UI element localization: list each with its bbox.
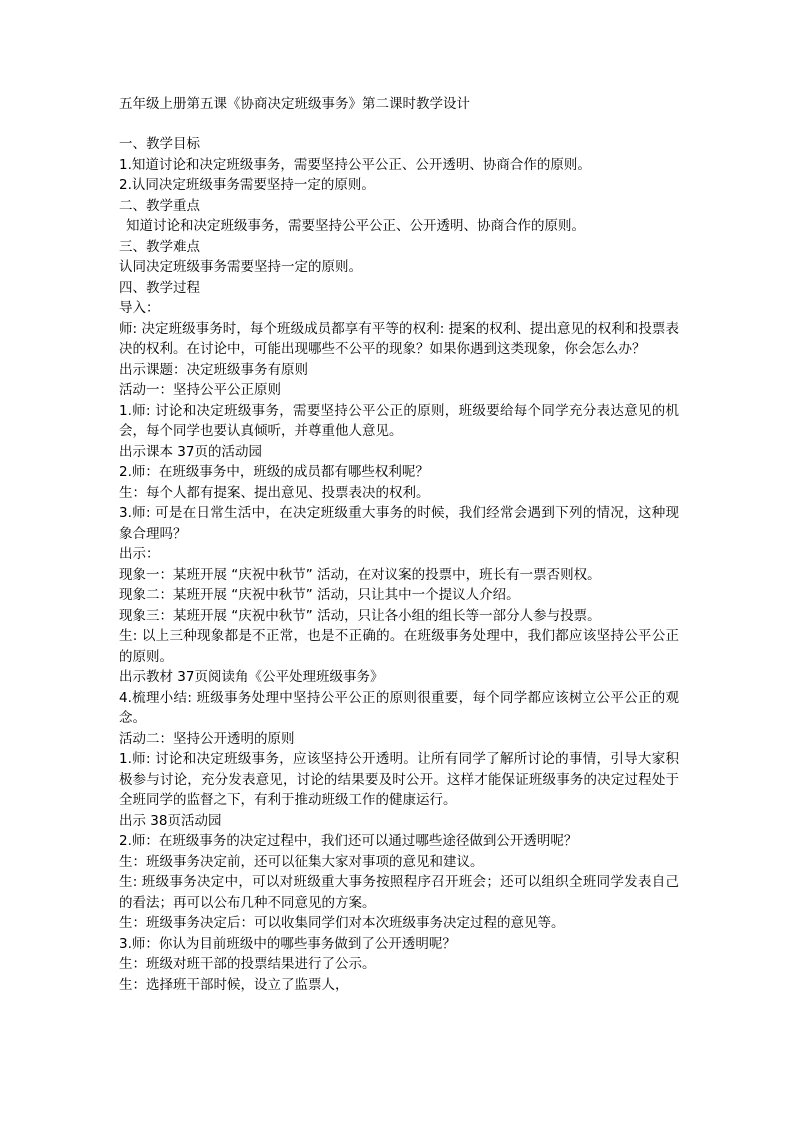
- intro-paragraph: 师: 决定班级事务时，每个班级成员都享有平等的权利: 提案的权利、提出意见的权利和投票表决的权利。在讨论中，可能出现哪些不公平的现象？如果你遇到这类现象，你会怎么办？: [119, 320, 679, 357]
- intro-label: 导入：: [119, 300, 160, 316]
- phenomena-conclusion: 生: 以上三种现象都是不正常，也是不正确的。在班级事务处理中，我们都应该坚持公平公正的原则。: [119, 628, 679, 665]
- show-label: 出示：: [119, 546, 160, 562]
- section-heading-process: 四、教学过程: [119, 279, 200, 296]
- activity-1-step-1: 1.师: 讨论和决定班级事务，需要坚持公平公正的原则，班级要给每个同学充分表达意见的机会，每个同学也要认真倾听，并尊重他人意见。: [119, 402, 679, 439]
- activity-2-answer-after: 生：班级事务决定后：可以收集同学们对本次班级事务决定过程的意见等。: [119, 915, 565, 931]
- section-heading-key-points: 二、教学重点: [119, 197, 200, 214]
- topic-line: 出示课题：决定班级事务有原则: [119, 361, 308, 378]
- phenomenon-3: 现象三：某班开展 “庆祝中秋节” 活动，只让各小组的组长等一部分人参与投票。: [119, 607, 601, 624]
- document-page: [119, 94, 679, 995]
- reading-corner-line: 出示教材 37页阅读角《公平处理班级事务》: [119, 669, 384, 685]
- activity-2-heading: 活动二：坚持公开透明的原则: [119, 730, 295, 747]
- activity-2-answer-before: 生：班级事务决定前，还可以征集大家对事项的意见和建议。: [119, 853, 484, 870]
- key-point-text: 知道讨论和决定班级事务，需要坚持公平公正、公开透明、协商合作的原则。: [126, 218, 585, 234]
- activity-2-step-3: 3.师：你认为目前班级中的哪些事务做到了公开透明呢？: [119, 935, 456, 952]
- activity-1-heading: 活动一：坚持公平公正原则: [119, 382, 281, 398]
- activity-2-answer-during: 生: 班级事务决定中，可以对班级重大事务按照程序召开班会；还可以组织全班同学发表自己的看法；再可以公布几种不同意见的方案。: [119, 874, 679, 911]
- section-heading-objectives: 一、教学目标: [119, 136, 200, 152]
- activity-2-answer-publicity: 生：班级对班干部的投票结果进行了公示。: [119, 956, 376, 972]
- phenomenon-1: 现象一：某班开展 “庆祝中秋节” 活动，在对议案的投票中，班长有一票否则权。: [119, 566, 601, 583]
- activity-1-student-answer: 生：每个人都有提案、提出意见、投票表决的权利。: [119, 484, 430, 501]
- phenomenon-2: 现象二：某班开展 “庆祝中秋节” 活动，只让其中一个提议人介绍。: [119, 587, 520, 603]
- objective-1: 1.知道讨论和决定班级事务，需要坚持公平公正、公开透明、协商合作的原则。: [119, 156, 591, 173]
- section-heading-difficulties: 三、教学难点: [119, 238, 200, 255]
- difficulty-text: 认同决定班级事务需要坚持一定的原则。: [119, 259, 362, 275]
- activity-1-show-textbook: 出示课本 37页的活动园: [119, 443, 262, 460]
- objective-2: 2.认同决定班级事务需要坚持一定的原则。: [119, 177, 375, 193]
- activity-1-step-2: 2.师：在班级事务中，班级的成员都有哪些权利呢？: [119, 464, 429, 480]
- activity-2-answer-supervisor: 生：选择班干部时候，设立了监票人，: [119, 976, 349, 993]
- activity-2-step-2: 2.师：在班级事务的决定过程中，我们还可以通过哪些途径做到公开透明呢？: [119, 833, 578, 849]
- activity-2-step-1: 1.师: 讨论和决定班级事务，应该坚持公开透明。让所有同学了解所讨论的事情，引导大家积极参与讨论，充分发表意见，讨论的结果要及时公开。这样才能保证班级事务的决定过程处于全班同学的监督之下，有利于推动班级工作的健康运行。: [119, 751, 679, 808]
- document-title: 五年级上册第五课《协商决定班级事务》第二课时教学设计: [119, 96, 470, 112]
- activity-1-step-3: 3.师: 可是在日常生活中，在决定班级重大事务的时候，我们经常会遇到下列的情况，这种现象合理吗？: [119, 505, 679, 542]
- activity-1-summary: 4.梳理小结: 班级事务处理中坚持公平公正的原则很重要，每个同学都应该树立公平公正的观念。: [119, 689, 679, 726]
- activity-2-show-textbook: 出示 38页活动园: [119, 812, 222, 829]
